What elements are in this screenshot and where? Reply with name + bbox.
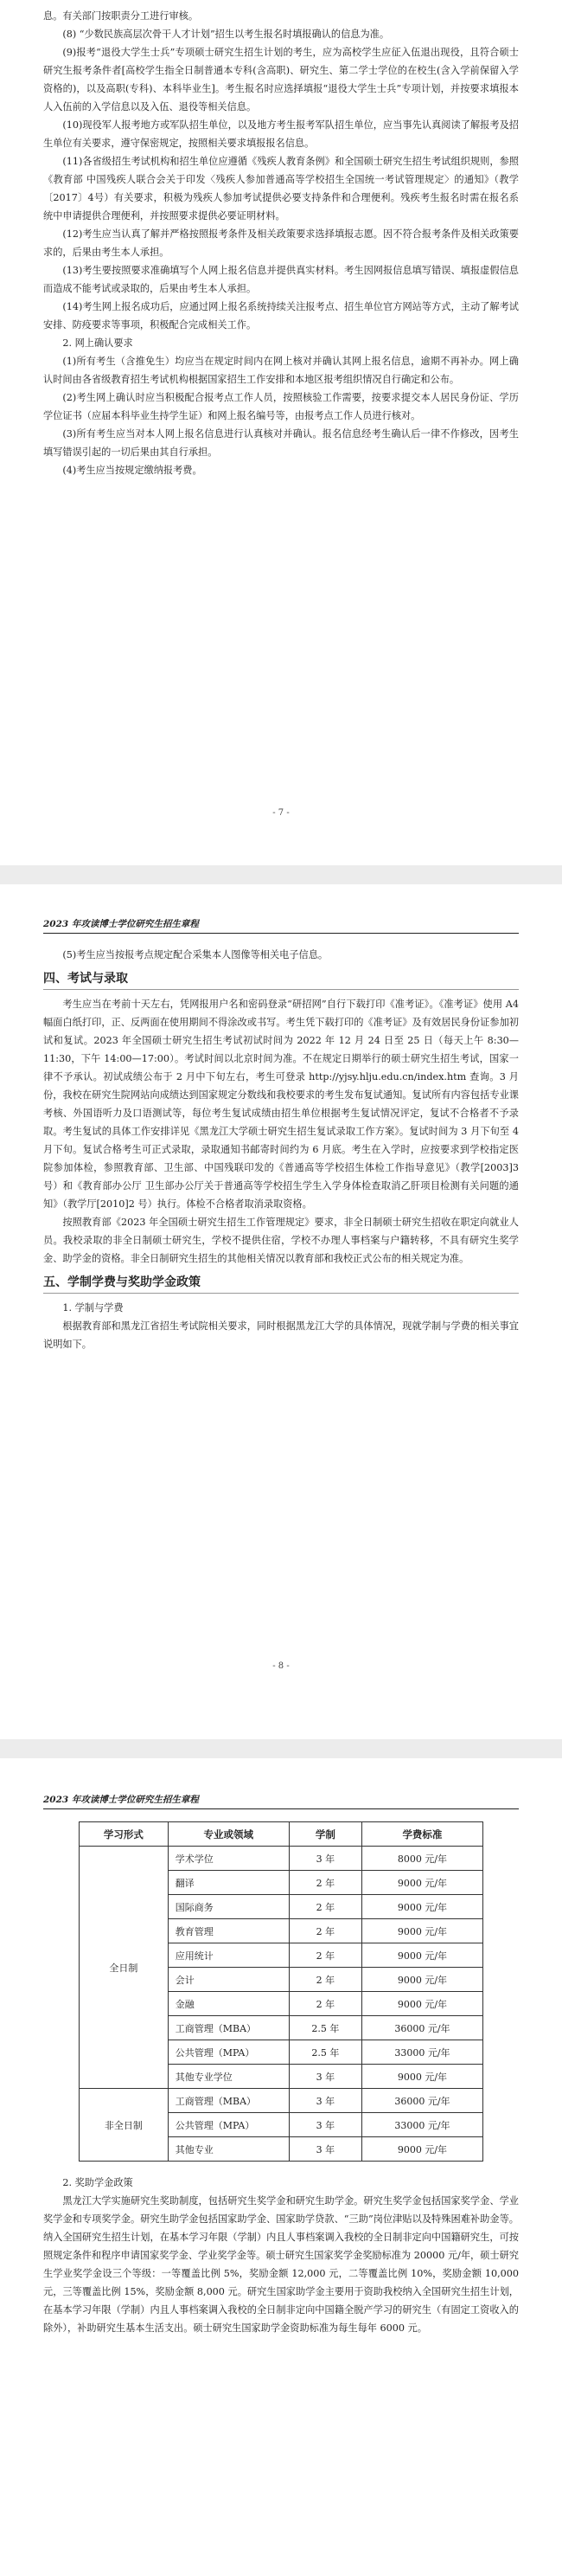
major-cell: 其他专业学位: [168, 2065, 289, 2089]
fee-cell: 9000 元/年: [361, 1943, 482, 1968]
paragraph: 黑龙江大学实施研究生奖助制度，包括研究生奖学金和研究生助学金。研究生奖学金包括国家奖学金、学业奖学金和专项奖学金。研究生助学金包括国家助学金、国家助学贷款、“三助”岗位津贴以及特殊困难补助金等。纳入全国研究生招生计划，在基本学习年限（学制）内且人事档案调入我校的全日制非定向中国籍研究生，可按照规定条件和程序申请国家奖学金、学业奖学金等。硕士研究生国家奖学金奖励标准为 20000 元/年，硕士研究生学业奖学金设三个等级：一等覆盖比例 5%，奖励金额 12,000 元，二等覆盖比例 10%，奖励金额 10,000 元，三等覆盖比例 15%，奖励金额 8,000 元。研究生国家助学金主要用于资助我校纳入全国研究生招生计划，在基本学习年限（学制）内且人事档案调入我校的全日制非定向中国籍全脱产学习的研究生（有固定工资收入的除外），补助研究生基本生活支出。硕士研究生国家助学金资助标准为每生每年 6000 元。: [43, 2195, 519, 2334]
page-number: - 7 -: [272, 808, 290, 818]
section-heading: 四、考试与录取: [43, 969, 519, 990]
fee-cell: 9000 元/年: [361, 1992, 482, 2016]
duration-cell: 2 年: [289, 1919, 361, 1943]
fee-cell: 33000 元/年: [361, 2040, 482, 2065]
duration-cell: 3 年: [289, 2113, 361, 2137]
paragraph: (14)考生网上报名成功后，应通过网上报名系统持续关注报考点、招生单位官方网站等方式，主动了解考试安排、防疫要求等事项，积极配合完成相关工作。: [43, 301, 519, 331]
running-header: 2023 年攻读博士学位研究生招生章程: [43, 1793, 519, 1809]
duration-cell: 2 年: [289, 1871, 361, 1895]
page-9: [0, 1758, 562, 2576]
duration-cell: 2 年: [289, 1895, 361, 1919]
paragraph: (13)考生要按照要求准确填写个人网上报名信息并提供真实材料。考生因网报信息填写错误、填报虚假信息而造成不能考试或录取的，后果由考生本人承担。: [43, 265, 519, 294]
duration-cell: 3 年: [289, 2137, 361, 2162]
section-heading: 五、学制学费与奖助学金政策: [43, 1273, 519, 1294]
column-header: 专业或领域: [168, 1822, 289, 1847]
major-cell: 会计: [168, 1968, 289, 1992]
paragraph: 根据教育部和黑龙江省招生考试院相关要求，同时根据黑龙江大学的具体情况，现就学制与学费的相关事宜说明如下。: [43, 1320, 519, 1350]
major-cell: 应用统计: [168, 1943, 289, 1968]
fee-cell: 9000 元/年: [361, 1919, 482, 1943]
duration-cell: 2.5 年: [289, 2016, 361, 2040]
paragraph: (11)各省级招生考试机构和招生单位应遵循《残疾人教育条例》和全国硕士研究生招生考试组织规则，参照《教育部 中国残疾人联合会关于印发〈残疾人参加普通高等学校招生全国统一考试管理规定〉的通知》（教学〔2017〕4号）有关要求，积极为残疾人参加考试提供必要支持条件和合理便利。残疾考生报名时需在报名系统中申请提供合理便利，并按照要求提供必要证明材料。: [43, 156, 519, 222]
study-form-cell: 非全日制: [80, 2089, 169, 2162]
duration-cell: 3 年: [289, 2089, 361, 2113]
paragraph: (3)所有考生应当对本人网上报名信息进行认真核对并确认。报名信息经考生确认后一律不作修改，因考生填写错误引起的一切后果由其自行承担。: [43, 428, 519, 458]
paragraph: (8) “少数民族高层次骨干人才计划”招生以考生报名时填报确认的信息为准。: [62, 29, 390, 40]
major-cell: 工商管理（MBA）: [168, 2089, 289, 2113]
column-header: 学制: [289, 1822, 361, 1847]
fee-cell: 9000 元/年: [361, 2065, 482, 2089]
fee-cell: 9000 元/年: [361, 2137, 482, 2162]
duration-cell: 3 年: [289, 1847, 361, 1871]
page-separator: [0, 865, 562, 884]
fee-cell: 9000 元/年: [361, 1895, 482, 1919]
page-8: [0, 884, 562, 1739]
paragraph: (10)现役军人报考地方或军队招生单位，以及地方考生报考军队招生单位，应当事先认真阅读了解报考及招生单位有关要求，遵守保密规定，按照相关要求填报报名信息。: [43, 119, 519, 149]
major-cell: 教育管理: [168, 1919, 289, 1943]
subheading: 1. 学制与学费: [62, 1302, 124, 1314]
table-row: [80, 1847, 483, 1871]
duration-cell: 2 年: [289, 1968, 361, 1992]
fee-cell: 33000 元/年: [361, 2113, 482, 2137]
paragraph: 息。有关部门按职责分工进行审核。: [43, 10, 199, 22]
duration-cell: 2 年: [289, 1943, 361, 1968]
page-number: - 8 -: [272, 1661, 290, 1671]
fee-cell: 9000 元/年: [361, 1968, 482, 1992]
subheading: 2. 奖助学金政策: [62, 2177, 133, 2188]
page-7: [0, 0, 562, 865]
duration-cell: 3 年: [289, 2065, 361, 2089]
duration-cell: 2.5 年: [289, 2040, 361, 2065]
fee-cell: 9000 元/年: [361, 1871, 482, 1895]
column-header: 学费标准: [361, 1822, 482, 1847]
table-row: [80, 2089, 483, 2113]
paragraph: (2)考生网上确认时应当积极配合报考点工作人员，按照核验工作需要，按要求提交本人居民身份证、学历学位证书（应届本科毕业生持学生证）和网上报名编号等，由报考点工作人员进行核对。: [43, 392, 519, 421]
major-cell: 国际商务: [168, 1895, 289, 1919]
major-cell: 工商管理（MBA）: [168, 2016, 289, 2040]
running-header: 2023 年攻读博士学位研究生招生章程: [43, 917, 519, 934]
fee-cell: 36000 元/年: [361, 2016, 482, 2040]
paragraph: (4)考生应当按规定缴纳报考费。: [62, 465, 202, 476]
major-cell: 公共管理（MPA）: [168, 2040, 289, 2065]
table-header-row: [80, 1822, 483, 1847]
page-separator: [0, 1739, 562, 1758]
major-cell: 翻译: [168, 1871, 289, 1895]
column-header: 学习形式: [80, 1822, 169, 1847]
paragraph: (1)所有考生（含推免生）均应当在规定时间内在网上核对并确认其网上报名信息，逾期不再补办。网上确认时间由各省级教育招生考试机构根据国家招生工作安排和本地区报考组织情况自行确定和公布。: [43, 356, 519, 385]
major-cell: 其他专业: [168, 2137, 289, 2162]
tuition-table: [79, 1821, 483, 2162]
subheading: 2. 网上确认要求: [62, 337, 133, 349]
paragraph: (5)考生应当按报考点规定配合采集本人图像等相关电子信息。: [62, 949, 329, 960]
fee-cell: 8000 元/年: [361, 1847, 482, 1871]
major-cell: 学术学位: [168, 1847, 289, 1871]
paragraph: (9)报考“退役大学生士兵”专项硕士研究生招生计划的考生，应为高校学生应征入伍退出现役，且符合硕士研究生报考条件者[高校学生指全日制普通本专科(含高职)、研究生、第二学士学位的在校生(含入学前保留入学资格的)，以及高职(专科)、本科毕业生]。考生报名时应选择填报“退役大学生士兵”专项计划，并按要求填报本人入伍前的入学信息以及入伍、退役等相关信息。: [43, 47, 519, 112]
major-cell: 公共管理（MPA）: [168, 2113, 289, 2137]
fee-cell: 36000 元/年: [361, 2089, 482, 2113]
study-form-cell: 全日制: [80, 1847, 169, 2089]
paragraph: (12)考生应当认真了解并严格按照报考条件及相关政策要求选择填报志愿。因不符合报考条件及相关政策要求的，后果由考生本人承担。: [43, 228, 519, 258]
paragraph: 考生应当在考前十天左右，凭网报用户名和密码登录“研招网”自行下载打印《准考证》。《准考证》使用 A4 幅面白纸打印，正、反两面在使用期间不得涂改或书写。考生凭下载打印的《准考证》及有效居民身份证参加初试和复试。2023 年全国硕士研究生招生考试初试时间为 2022 年 12 月 24 日至 25 日（每天上午 8:30—11:30，下午 14:00—17:00）。考试时间以北京时间为准。不在规定日期举行的硕士研究生招生考试，国家一律不予承认。初试成绩公布于 2 月中下旬左右，考生可登录 http://yjsy.hlju.edu.cn/index.htm 查询。3 月份，我校在研究生院网站向成绩达到国家规定分数线和我校要求的考生发布复试通知。复试所有内容包括专业课考核、外国语听力及口语测试等，每位考生复试成绩由招生单位根据考生复试情况评定，复试不合格者不予录取。考生复试的具体工作安排详见《黑龙江大学硕士研究生招生复试录取工作方案》。复试时间为 3 月下旬至 4 月下旬。复试合格考生可正式录取，录取通知书邮寄时间约为 6 月底。考生在入学时，应按要求到学校指定医院参加体检，参照教育部、卫生部、中国残联印发的《普通高等学校招生体检工作指导意见》（教学[2003]3 号）和《教育部办公厅 卫生部办公厅关于普通高等学校招生学生入学身体检查取消乙肝项目检测有关问题的通知》（教学厅[2010]2 号）执行。体检不合格者取消录取资格。: [43, 999, 519, 1210]
major-cell: 金融: [168, 1992, 289, 2016]
duration-cell: 2 年: [289, 1992, 361, 2016]
paragraph: 按照教育部《2023 年全国硕士研究生招生工作管理规定》要求，非全日制硕士研究生招收在职定向就业人员。我校录取的非全日制硕士研究生，学校不提供住宿，学校不办理人事档案与户籍转移，不具有研究生奖学金、助学金的资格。非全日制研究生招生的其他相关情况以教育部和我校正式公布的相关规定为准。: [43, 1217, 519, 1264]
